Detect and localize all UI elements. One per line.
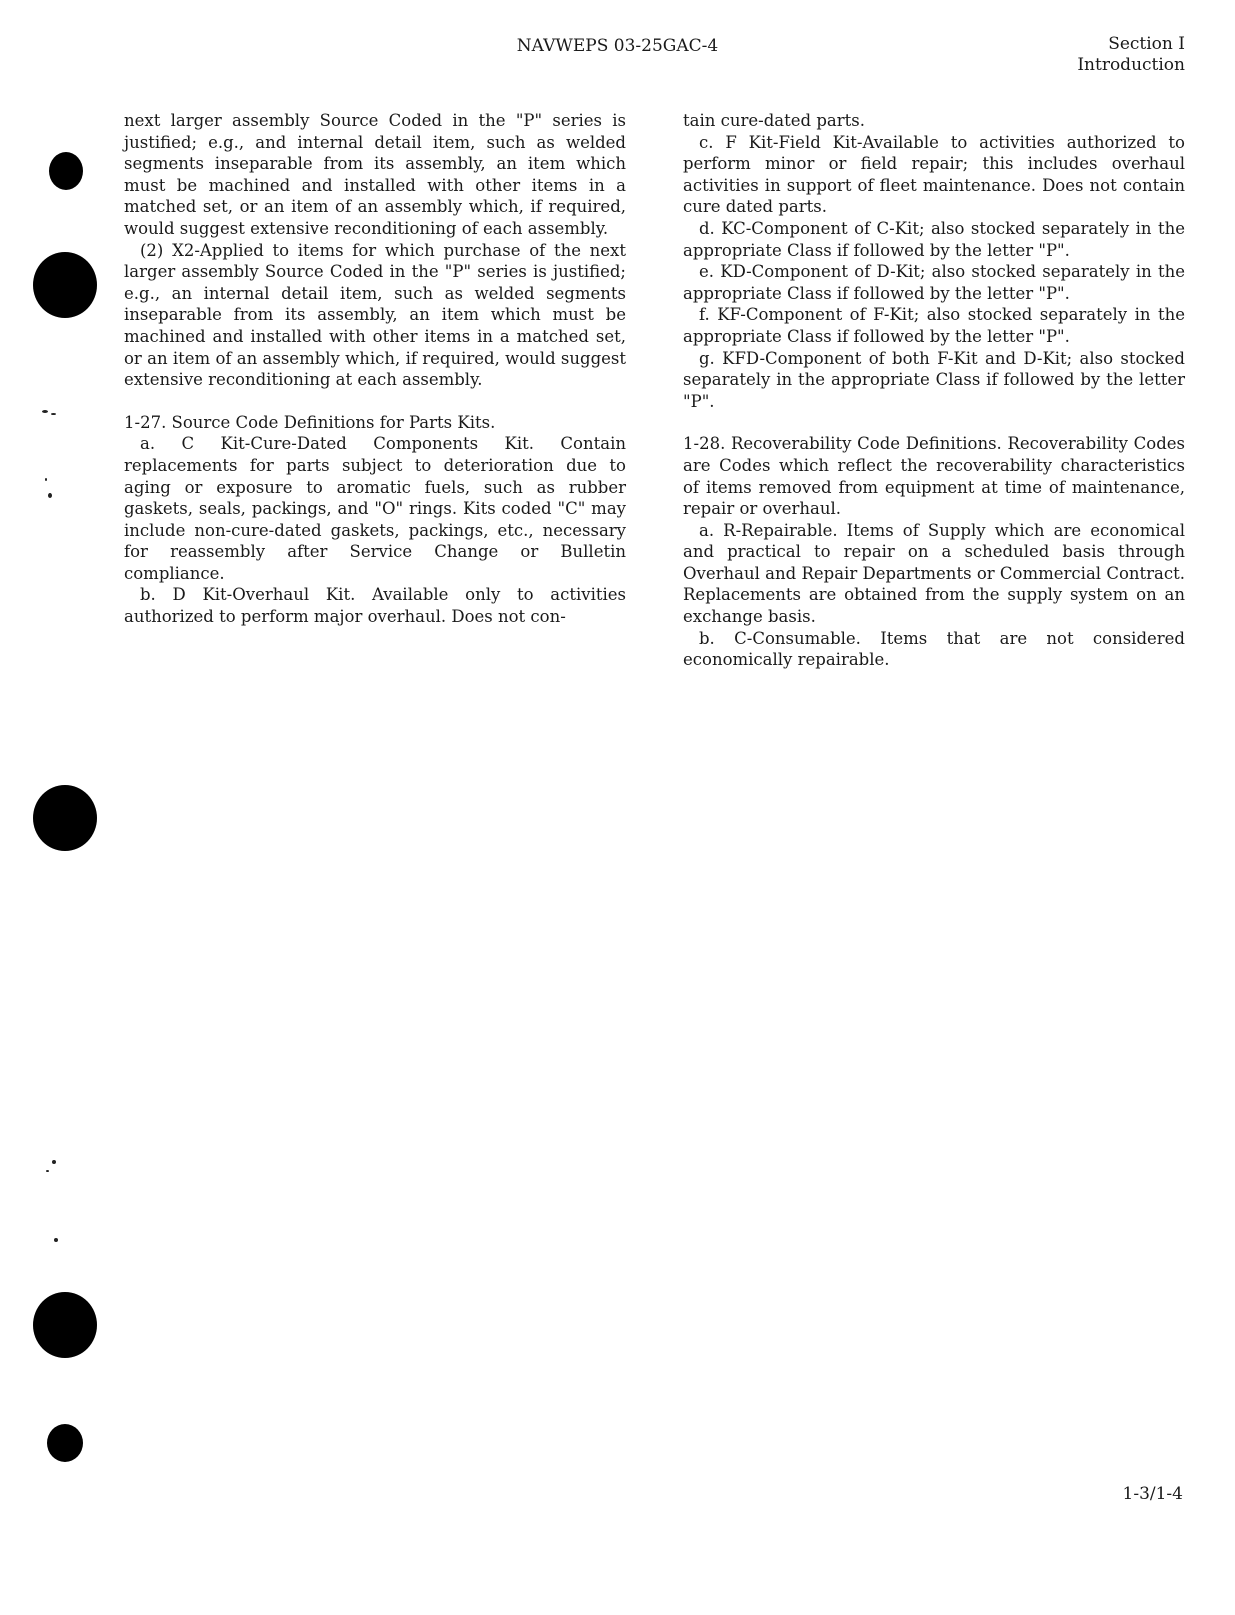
heading-1-27: 1-27. Source Code Definitions for Parts Kits. [124, 412, 496, 432]
binder-hole [47, 1424, 83, 1462]
paragraph-d-kit: b. D Kit-Overhaul Kit. Available only to activities authorized to perform major overhaul. Does not con- [124, 585, 626, 627]
scan-speck [54, 1238, 58, 1242]
scan-speck [52, 1160, 56, 1164]
page-number: 1-3/1-4 [1122, 1484, 1183, 1504]
scan-speck [45, 478, 47, 481]
section-heading [1077, 34, 1185, 76]
right-column [683, 110, 1185, 671]
binder-hole [33, 785, 97, 851]
paragraph-kf: f. KF-Component of F-Kit; also stocked separately in the appropriate Class if followed by the letter "P". [683, 305, 1185, 346]
paragraph-repairable: a. R-Repairable. Items of Supply which are economical and practical to repair on a scheduled basis through Overhaul and Repair Departments or Commercial Contract. Replacements are obtained from the supply system on an exchange basis. [683, 520, 1185, 627]
paragraph-d-kit-continuation: tain cure-dated parts. [683, 111, 865, 130]
paragraph-x2: (2) X2-Applied to items for which purchase of the next larger assembly Source Coded in the "P" series is justified; e.g., an internal detail item, such as welded segments inseparable from its assembly, an item which must be machined and installed with other items in a matched set, or an item of an assembly which, if required, would suggest extensive reconditioning at each assembly. [124, 240, 626, 390]
paragraph-consumable: b. C-Consumable. Items that are not considered economically repairable. [683, 628, 1185, 670]
section-title: Introduction [1077, 55, 1185, 75]
paragraph-kc: d. KC-Component of C-Kit; also stocked separately in the appropriate Class if followed by the letter "P". [683, 218, 1185, 260]
binder-hole [33, 1292, 97, 1358]
binder-hole [33, 252, 97, 318]
binder-hole [49, 152, 83, 190]
scan-speck [42, 410, 48, 413]
scan-speck [48, 493, 52, 498]
left-column [124, 110, 626, 628]
paragraph-f-kit: c. F Kit-Field Kit-Available to activities authorized to perform minor or field repair; this includes overhaul activities in support of fleet maintenance. Does not contain cure dated parts. [683, 132, 1185, 217]
paragraph-kfd: g. KFD-Component of both F-Kit and D-Kit; also stocked separately in the appropriate Class if followed by the letter "P". [683, 348, 1185, 411]
paragraph-x1-continuation: next larger assembly Source Coded in the "P" series is justified; e.g., and internal detail item, such as welded segments inseparable from its assembly, an item which must be machined and installed with other items in a matched set, or an item of an assembly which, if required, would suggest extensive reconditioning of each assembly. [124, 111, 626, 238]
paragraph-kd: e. KD-Component of D-Kit; also stocked separately in the appropriate Class if followed by the letter "P". [683, 262, 1185, 303]
paragraph-1-28: 1-28. Recoverability Code Definitions. Recoverability Codes are Codes which reflect the recoverability characteristics of items removed from equipment at time of maintenance, repair or overhaul. [683, 434, 1185, 519]
scan-speck [51, 413, 56, 415]
scan-speck [46, 1170, 49, 1172]
paragraph-c-kit: a. C Kit-Cure-Dated Components Kit. Contain replacements for parts subject to deterioration due to aging or exposure to aromatic fuels, such as rubber gaskets, seals, packings, and "O" rings. Kits coded "C" may include non-cure-dated gaskets, packings, etc., necessary for reassembly after Service Change or Bulletin compliance. [124, 434, 626, 583]
document-number: NAVWEPS 03-25GAC-4 [516, 36, 719, 56]
section-label: Section I [1108, 34, 1185, 54]
